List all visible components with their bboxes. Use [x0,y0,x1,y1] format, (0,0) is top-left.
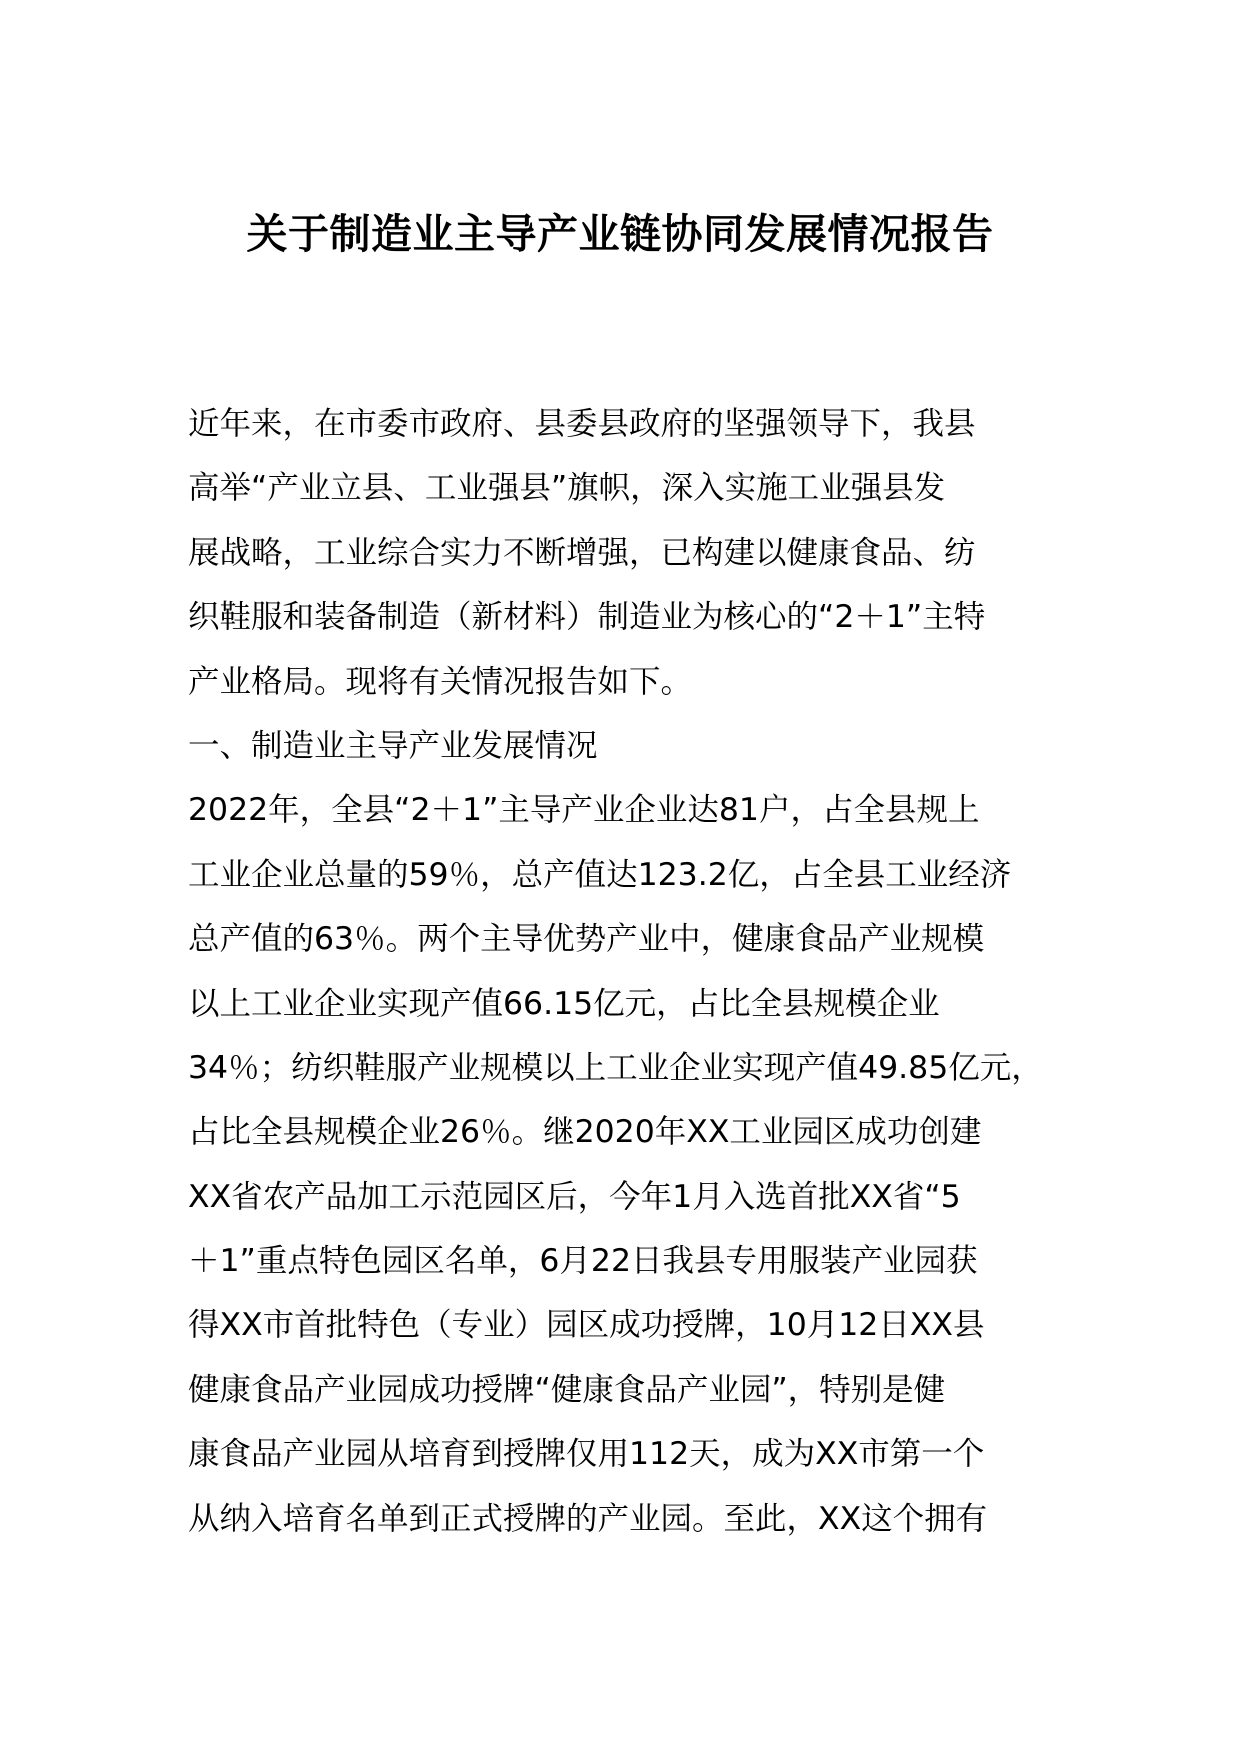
body-line: 34％；纺织鞋服产业规模以上工业企业实现产值49.85亿元， [188,1049,1043,1086]
document-title: 关于制造业主导产业链协同发展情况报告 [246,210,994,258]
body-line: 织鞋服和装备制造（新材料）制造业为核心的“2＋1”主特 [188,599,986,636]
body-line: 产业格局。现将有关情况报告如下。 [188,663,693,700]
body-line: 总产值的63％。两个主导优势产业中，健康食品产业规模 [188,921,985,958]
body-line: 近年来，在市委市政府、县委县政府的坚强领导下，我县 [188,406,976,442]
body-line: 以上工业企业实现产值66.15亿元，占比全县规模企业 [188,985,940,1022]
section-heading: 一、制造业主导产业发展情况 [188,727,598,764]
body-line: 健康食品产业园成功授牌“健康食品产业园”，特别是健 [188,1371,946,1408]
body-line: 占比全县规模企业26％。继2020年XX工业园区成功创建 [188,1114,982,1151]
body-line: ＋1”重点特色园区名单，6月22日我县专用服装产业园获 [188,1243,978,1280]
body-line: 从纳入培育名单到正式授牌的产业园。至此，XX这个拥有 [188,1500,988,1537]
body-line: XX省农产品加工示范园区后，今年1月入选首批XX省“5 [188,1178,961,1215]
body-line: 展战略，工业综合实力不断增强，已构建以健康食品、纺 [188,534,976,571]
body-line: 康食品产业园从培育到授牌仅用112天，成为XX市第一个 [188,1436,985,1473]
body-line: 得XX市首批特色（专业）园区成功授牌，10月12日XX县 [188,1307,985,1344]
document-body [188,392,1068,1551]
body-line: 2022年，全县“2＋1”主导产业企业达81户，占全县规上 [188,792,980,829]
body-line: 高举“产业立县、工业强县”旗帜，深入实施工业强县发 [188,470,946,507]
body-line: 工业企业总量的59％，总产值达123.2亿，占全县工业经济 [188,856,1012,893]
